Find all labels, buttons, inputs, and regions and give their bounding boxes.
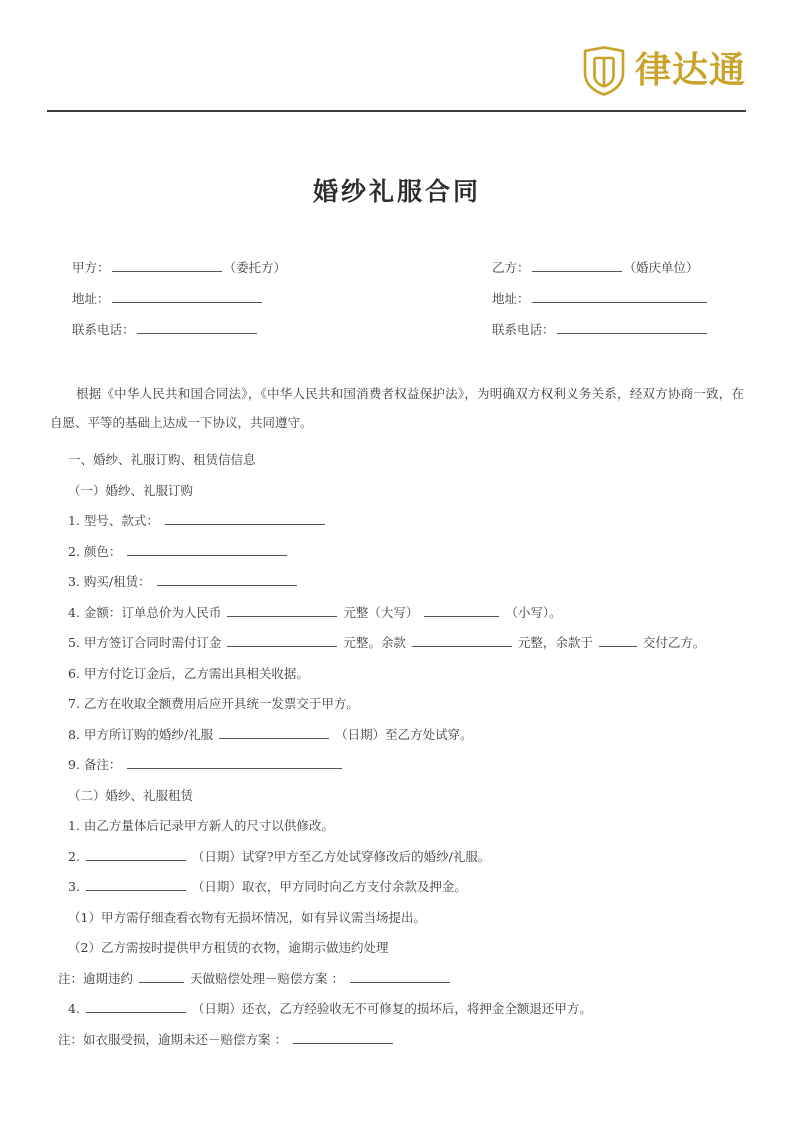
subsection-1-heading: （一）婚纱、礼服订购	[68, 482, 194, 498]
party-b-address-label: 地址：	[492, 291, 530, 306]
page-header	[0, 0, 794, 120]
party-b-address	[492, 283, 742, 314]
clause-1-1-field[interactable]	[165, 512, 325, 525]
clause-1-4-label-c: （小写）。	[505, 604, 562, 620]
clause-1-2-field[interactable]	[127, 543, 287, 556]
clause-2-3-point-1: （1）甲方需仔细查看衣物有无损坏情况，如有异议需当场提出。	[68, 909, 426, 925]
clause-2-2	[50, 842, 744, 873]
party-row	[72, 252, 746, 283]
clause-2-1: 1. 由乙方量体后记录甲方新人的尺寸以供修改。	[68, 818, 334, 833]
clause-1-5	[50, 628, 744, 659]
clause-1-4-amount-upper-field[interactable]	[227, 604, 337, 617]
clause-1-3	[50, 567, 744, 598]
clause-1-5-deposit-field[interactable]	[227, 634, 337, 647]
clause-1-9-remark-field[interactable]	[127, 756, 342, 769]
party-b-phone-label: 联系电话：	[492, 322, 555, 337]
note-2	[50, 1025, 744, 1056]
clause-1-8-label-b: （日期）至乙方处试穿。	[335, 726, 473, 742]
note-2-plan-field[interactable]	[293, 1031, 393, 1044]
party-b-name-field[interactable]	[532, 259, 622, 272]
clause-1-4-label-a: 4. 金额：订单总价为人民币	[68, 604, 222, 620]
clause-2-3-number: 3.	[68, 879, 80, 894]
party-a-label: 甲方：	[72, 260, 110, 275]
shield-icon	[582, 46, 626, 96]
intro-paragraph: 根据《中华人民共和国合同法》，《中华人民共和国消费者权益保护法》，为明确双方权利义务关系，经双方协商一致，在自愿、平等的基础上达成一下协议，共同遵守。	[50, 386, 744, 430]
note-1-label-a: 注：逾期违约	[58, 970, 134, 986]
note-2-label: 注：如衣服受损，逾期未还－赔偿方案 ：	[58, 1031, 287, 1047]
party-a-role: （委托方）	[223, 260, 287, 275]
parties-block	[0, 252, 794, 345]
clause-2-3	[50, 872, 744, 903]
party-a-phone	[72, 314, 492, 345]
party-a-phone-label: 联系电话：	[72, 322, 135, 337]
party-b-phone	[492, 314, 742, 345]
brand-logo	[582, 46, 746, 96]
clause-1-7: 7. 乙方在收取全额费用后应开具统一发票交于甲方。	[68, 696, 359, 711]
note-1-plan-field[interactable]	[350, 970, 450, 983]
party-a-address-field[interactable]	[112, 290, 262, 303]
clause-1-5-date-field[interactable]	[599, 634, 637, 647]
clause-2-4-label: （日期）还衣，乙方经验收无不可修复的损坏后，将押金全额退还甲方。	[191, 1001, 592, 1016]
party-b-label: 乙方：	[492, 260, 530, 275]
party-row	[72, 314, 746, 345]
clause-1-8-date-field[interactable]	[219, 726, 329, 739]
clause-1-5-label-b: 元整。余款	[343, 635, 406, 650]
clause-1-9	[50, 750, 744, 781]
subsection-2-heading: （二）婚纱、礼服租赁	[68, 787, 194, 803]
clause-1-5-label-c: 元整，余款于	[517, 635, 593, 650]
party-a-name-field[interactable]	[112, 259, 222, 272]
clause-1-4-amount-lower-field[interactable]	[424, 604, 499, 617]
party-b-role: （婚庆单位）	[623, 260, 699, 275]
note-1-label-b: 天做赔偿处理－赔偿方案 ：	[189, 970, 344, 986]
clause-2-2-date-field[interactable]	[86, 848, 186, 861]
clause-2-3-date-field[interactable]	[86, 878, 186, 891]
clause-1-8	[50, 720, 744, 751]
document-body	[0, 120, 794, 1055]
clause-1-5-label-a: 5. 甲方签订合同时需付订金	[68, 635, 222, 650]
clause-2-3-label: （日期）取衣，甲方同时向乙方支付余款及押金。	[191, 879, 467, 894]
clause-2-4-date-field[interactable]	[86, 1000, 186, 1013]
party-b-phone-field[interactable]	[557, 321, 707, 334]
note-1	[50, 964, 744, 995]
section-1-heading: 一、婚纱、礼服订购、租赁信信息	[68, 452, 256, 467]
clause-2-4	[50, 994, 744, 1025]
brand-name: 律达通	[634, 50, 746, 91]
note-1-days-field[interactable]	[139, 970, 184, 983]
clause-1-4	[50, 598, 744, 629]
party-a-address	[72, 283, 492, 314]
clause-1-2-label: 2. 颜色：	[68, 543, 122, 559]
clause-1-3-label: 3. 购买/租赁：	[68, 574, 151, 589]
clause-2-4-number: 4.	[68, 1001, 80, 1016]
party-row	[72, 283, 746, 314]
clause-2-2-number: 2.	[68, 848, 80, 864]
header-divider	[47, 110, 746, 112]
clause-1-2	[50, 537, 744, 568]
clause-1-8-label-a: 8. 甲方所订购的婚纱/礼服	[68, 726, 214, 742]
clause-1-9-label: 9. 备注：	[68, 757, 122, 772]
clause-2-3-point-2: （2）乙方需按时提供甲方租赁的衣物，逾期示做违约处理	[68, 940, 389, 955]
clause-1-4-label-b: 元整（大写）	[343, 604, 419, 620]
clause-2-2-label: （日期）试穿?甲方至乙方处试穿修改后的婚纱/礼服。	[191, 848, 491, 864]
party-b-address-field[interactable]	[532, 290, 707, 303]
clause-1-5-label-d: 交付乙方。	[642, 635, 706, 650]
party-a-name	[72, 252, 492, 283]
clause-1-6: 6. 甲方付讫订金后，乙方需出具相关收据。	[68, 665, 309, 681]
clauses-block	[0, 445, 794, 1055]
clause-1-1-label: 1. 型号、款式：	[68, 513, 159, 528]
party-a-phone-field[interactable]	[137, 321, 257, 334]
party-a-address-label: 地址：	[72, 291, 110, 306]
clause-1-5-balance-field[interactable]	[412, 634, 512, 647]
clause-1-1	[50, 506, 744, 537]
clause-1-3-field[interactable]	[157, 573, 297, 586]
party-b-name	[492, 252, 742, 283]
page-title: 婚纱礼服合同	[312, 177, 481, 206]
